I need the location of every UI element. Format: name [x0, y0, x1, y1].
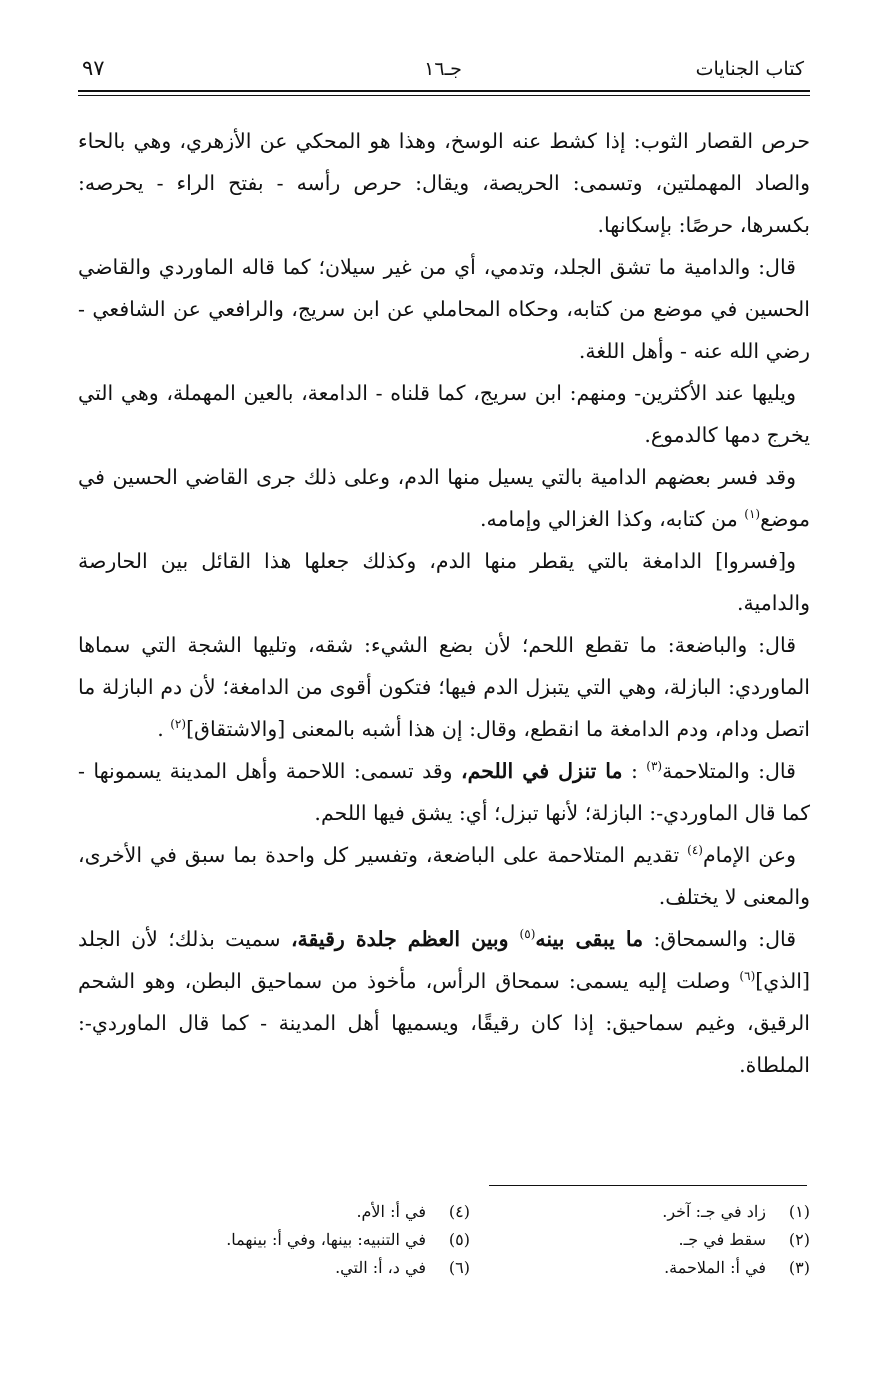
paragraph: [78, 750, 810, 834]
main-text: [78, 120, 810, 1086]
bold-text: ما يبقى بينه: [535, 927, 644, 951]
text-run: قال: والمتلاحمة: [662, 759, 796, 783]
text-run: حرص القصار الثوب: إذا كشط عنه الوسخ، وهذا هو المحكي عن الأزهري، وهي بالحاء والصاد المهملتين، وتسمى: الحريصة، ويقال: حرص رأسه - بفتح الراء - يحرصه: بكسرها، حرصًا: بإسكانها.: [78, 129, 810, 237]
paragraph: [78, 918, 810, 1086]
footnote-item: [470, 1226, 810, 1254]
text-run: وصلت إليه يسمى: سمحاق الرأس، مأخوذ من سماحيق البطن، وهو الشحم الرقيق، وغيم سماحيق: إذا كان رقيقًا، ويسميها أهل المدينة - كما قال الماوردي-: الملطاة.: [78, 969, 810, 1077]
text-run: و[فسروا] الدامغة بالتي يقطر منها الدم، وكذلك جعلها هذا القائل بين الحارصة والدامية.: [78, 549, 810, 615]
footnote-number: (٤): [448, 1202, 470, 1221]
text-run: قال: والباضعة: ما تقطع اللحم؛ لأن بضع الشيء: شقه، وتليها الشجة التي سماها الماوردي: البازلة، وهي التي يتبزل الدم فيها؛ فتكون أقوى من الدامغة؛ لأن دم البازلة ما اتصل ودام، ودم الدامغة ما انقطع، وقال: إن هذا أشبه بالمعنى [والاشتقاق]: [78, 633, 810, 741]
footnote-ref: (١): [744, 507, 761, 522]
footnote-text: في أ: الأم.: [356, 1202, 426, 1221]
paragraph: [78, 624, 810, 750]
text-run: قال: والسمحاق:: [643, 927, 797, 951]
bold-text: وبين العظم جلدة رقيقة،: [290, 927, 520, 951]
paragraph: [78, 120, 810, 246]
text-run: وقد فسر بعضهم الدامية بالتي يسيل منها الدم، وعلى ذلك جرى القاضي الحسين في موضع: [78, 465, 810, 531]
footnote-number: (٢): [788, 1230, 810, 1249]
text-run: سميت بذلك؛ لأن الجلد [الذي]: [78, 927, 810, 993]
footnote-column-left: [130, 1198, 470, 1282]
footnote-ref: (٥): [519, 927, 536, 942]
footnote-text: في التنبيه: بينها، وفي أ: بينهما.: [226, 1230, 426, 1249]
header-rule-thin: [78, 95, 810, 96]
footnote-item: [470, 1198, 810, 1226]
footnote-text: زاد في جـ: آخر.: [662, 1202, 766, 1221]
footnote-number: (٦): [448, 1258, 470, 1277]
bold-text: ما تنزل في اللحم،: [461, 759, 623, 783]
paragraph: [78, 246, 810, 372]
footnote-ref: (٢): [170, 717, 187, 732]
footnote-text: سقط في جـ.: [678, 1230, 766, 1249]
footnote-number: (٥): [448, 1230, 470, 1249]
text-run: وقد تسمى: اللاحمة وأهل المدينة يسمونها - كما قال الماوردي-: البازلة؛ لأنها تبزل؛ أي: يشق فيها اللحم.: [78, 759, 810, 825]
running-header: [78, 52, 808, 92]
text-run: من كتابه، وكذا الغزالي وإمامه.: [480, 507, 745, 531]
footnote-ref: (٣): [646, 759, 663, 774]
footnote-column-right: [470, 1198, 810, 1282]
footnote-item: [130, 1226, 470, 1254]
text-run: تقديم المتلاحمة على الباضعة، وتفسير كل واحدة بما سبق في الأخرى، والمعنى لا يختلف.: [78, 843, 810, 909]
footnote-separator: [489, 1185, 807, 1186]
text-run: قال: والدامية ما تشق الجلد، وتدمي، أي من غير سيلان؛ كما قاله الماوردي والقاضي الحسين في موضع من كتابه، وحكاه المحاملي عن ابن سريج، والرافعي عن الشافعي - رضي الله عنه - وأهل اللغة.: [78, 255, 810, 363]
header-rule-thick: [78, 90, 810, 92]
paragraph: [78, 372, 810, 456]
page-number: ٩٧: [82, 56, 105, 80]
footnote-ref: (٤): [687, 843, 703, 858]
paragraph: [78, 834, 810, 918]
footnote-text: في د، أ: التي.: [335, 1258, 426, 1277]
volume-label: جـ١٦: [424, 58, 462, 80]
text-run: .: [157, 717, 171, 741]
footnote-item: [130, 1254, 470, 1282]
footnote-number: (٣): [788, 1258, 810, 1277]
footnote-number: (١): [788, 1202, 810, 1221]
paragraph: [78, 456, 810, 540]
text-run: :: [622, 759, 647, 783]
text-run: وعن الإمام: [702, 843, 796, 867]
chapter-title: كتاب الجنايات: [695, 58, 804, 80]
footnote-item: [470, 1254, 810, 1282]
paragraph: [78, 540, 810, 624]
footnote-text: في أ: الملاحمة.: [664, 1258, 766, 1277]
text-run: ويليها عند الأكثرين- ومنهم: ابن سريج، كما قلناه - الدامعة، بالعين المهملة، وهي التي يخرج دمها كالدموع.: [78, 381, 810, 447]
footnote-ref: (٦): [739, 969, 756, 984]
footnote-item: [130, 1198, 470, 1226]
